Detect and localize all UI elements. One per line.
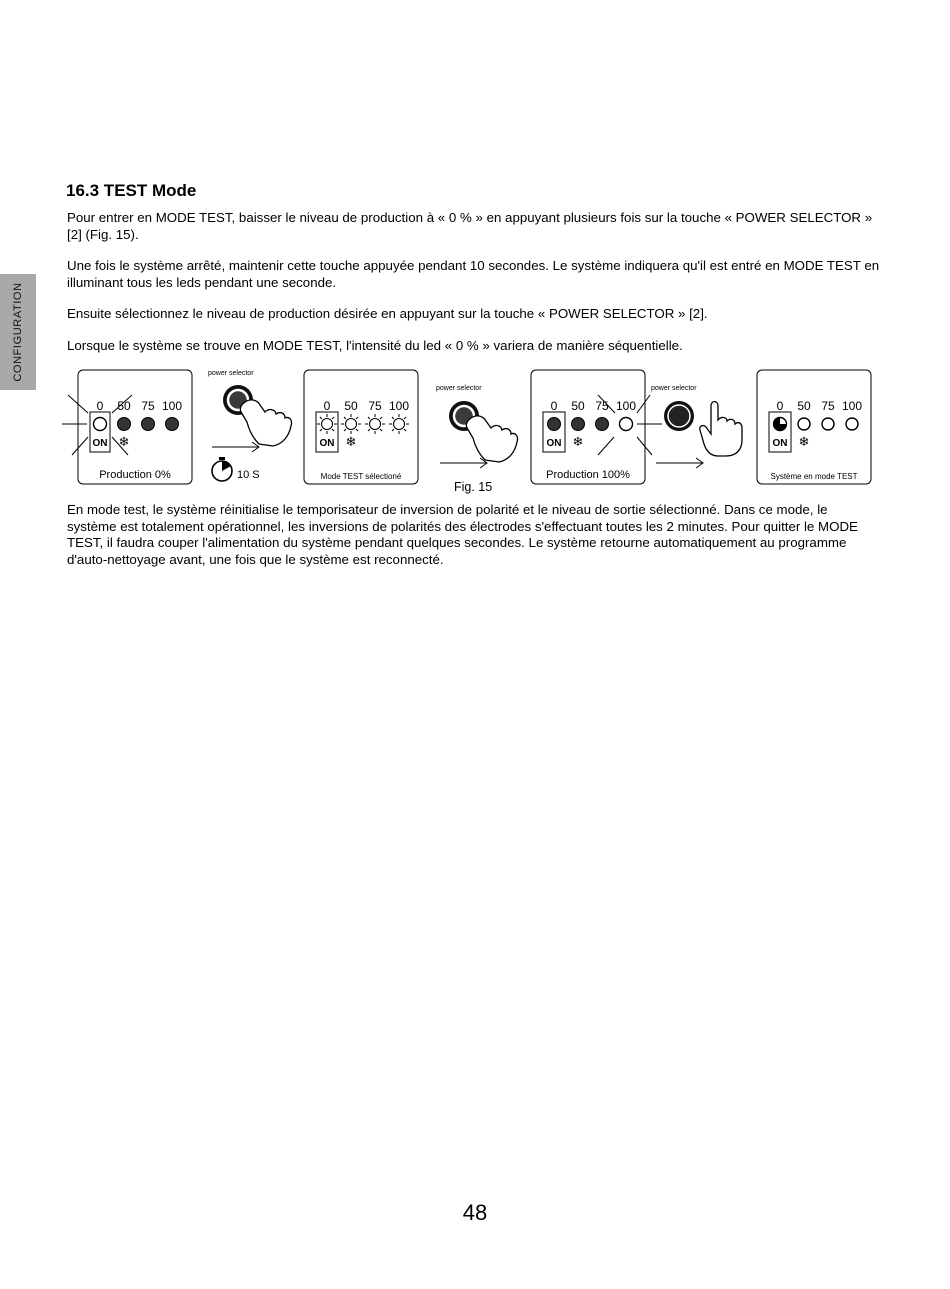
led-0-icon	[94, 418, 107, 431]
hand-pointer-icon	[466, 416, 517, 462]
level-50-label: 50	[344, 399, 358, 413]
power-selector-label-2: power selector	[436, 385, 482, 392]
arrow-right-icon	[212, 442, 259, 452]
snowflake-icon: ❄	[572, 434, 584, 449]
panel-production-0	[62, 370, 192, 484]
snowflake-icon: ❄	[118, 434, 130, 449]
level-50-label: 50	[571, 399, 585, 413]
level-0-label: 0	[323, 399, 331, 413]
arrow-right-icon	[440, 458, 487, 468]
page-number: 48	[462, 1200, 488, 1225]
led-100-icon	[846, 418, 858, 430]
led-75-icon	[142, 418, 155, 431]
level-100-label: 100	[841, 399, 863, 413]
level-75-label: 75	[368, 399, 382, 413]
led-50-icon	[798, 418, 810, 430]
timer-label: 10 S	[237, 469, 260, 481]
level-0-label: 0	[776, 399, 784, 413]
paragraph-1: Pour entrer en MODE TEST, baisser le niveau de production à « 0 % » en appuyant plusieurs fois sur la touche « POWER SELECTOR » [2] (Fig. 15).	[67, 210, 873, 242]
on-label: ON	[546, 438, 562, 449]
level-100-label: 100	[388, 399, 410, 413]
led-100-icon	[620, 418, 633, 431]
on-label: ON	[92, 438, 108, 449]
stopwatch-icon	[212, 457, 232, 481]
power-selector-release	[651, 385, 742, 468]
led-0-half-icon	[774, 418, 787, 431]
snowflake-icon: ❄	[798, 434, 810, 449]
led-50-icon	[572, 418, 585, 431]
panel-production-100	[531, 370, 662, 484]
power-selector-press-2	[436, 385, 518, 468]
panel-label-test-mode-active: Système en mode TEST	[770, 472, 858, 481]
level-100-label: 100	[615, 399, 637, 413]
level-100-label: 100	[161, 399, 183, 413]
on-label: ON	[772, 438, 788, 449]
panel-test-mode-active	[757, 370, 871, 484]
level-50-label: 50	[797, 399, 811, 413]
figure-15	[0, 360, 950, 500]
power-selector-label-3: power selector	[651, 385, 697, 392]
led-75-icon	[822, 418, 834, 430]
panel-test-mode-selected	[304, 370, 418, 484]
panel-label-test-mode-selected: Mode TEST sélectioné	[320, 472, 402, 481]
led-75-icon	[596, 418, 609, 431]
arrow-right-icon	[656, 458, 703, 468]
paragraph-2: Une fois le système arrêté, maintenir cette touche appuyée pendant 10 secondes. Le système indiquera qu'il est entré en MODE TEST en illuminant tous les leds pendant une seconde.	[67, 258, 880, 290]
power-button-icon	[664, 401, 694, 431]
led-50-icon	[118, 418, 131, 431]
level-0-label: 0	[96, 399, 104, 413]
led-0-icon	[548, 418, 561, 431]
side-tab-label: CONFIGURATION	[12, 282, 24, 382]
figure-caption: Fig. 15	[454, 480, 493, 494]
snowflake-icon: ❄	[345, 434, 357, 449]
paragraph-3: Ensuite sélectionnez le niveau de production désirée en appuyant sur la touche « POWER SELECTOR » [2].	[67, 306, 708, 321]
level-75-label: 75	[821, 399, 835, 413]
level-75-label: 75	[141, 399, 155, 413]
hand-pointer-icon	[240, 400, 291, 446]
level-75-label: 75	[595, 399, 609, 413]
power-selector-label-1: power selector	[208, 370, 254, 377]
hand-pointer-icon	[700, 402, 742, 457]
section-title: 16.3 TEST Mode	[66, 181, 197, 200]
level-0-label: 0	[550, 399, 558, 413]
power-selector-press-1	[208, 370, 292, 481]
panel-label-production-100: Production 100%	[546, 469, 630, 481]
led-100-icon	[166, 418, 179, 431]
paragraph-4: Lorsque le système se trouve en MODE TEST, l'intensité du led « 0 % » variera de manière séquentielle.	[67, 338, 683, 353]
paragraph-5: En mode test, le système réinitialise le temporisateur de inversion de polarité et le niveau de sortie sélectionné. Dans ce mode, le système est totalement opérationnel, les inversions de polarités des électrodes s'effectuant toutes les 2 minutes. Pour quitter le MODE TEST, il faudra couper l'alimentation du système pendant quelques secondes. Le système retourne automatiquement au programme d'auto-nettoyage avant, une fois que le système est reconnecté.	[67, 502, 858, 567]
level-50-label: 50	[117, 399, 131, 413]
on-label: ON	[319, 438, 335, 449]
panel-label-production-0: Production 0%	[99, 469, 171, 481]
